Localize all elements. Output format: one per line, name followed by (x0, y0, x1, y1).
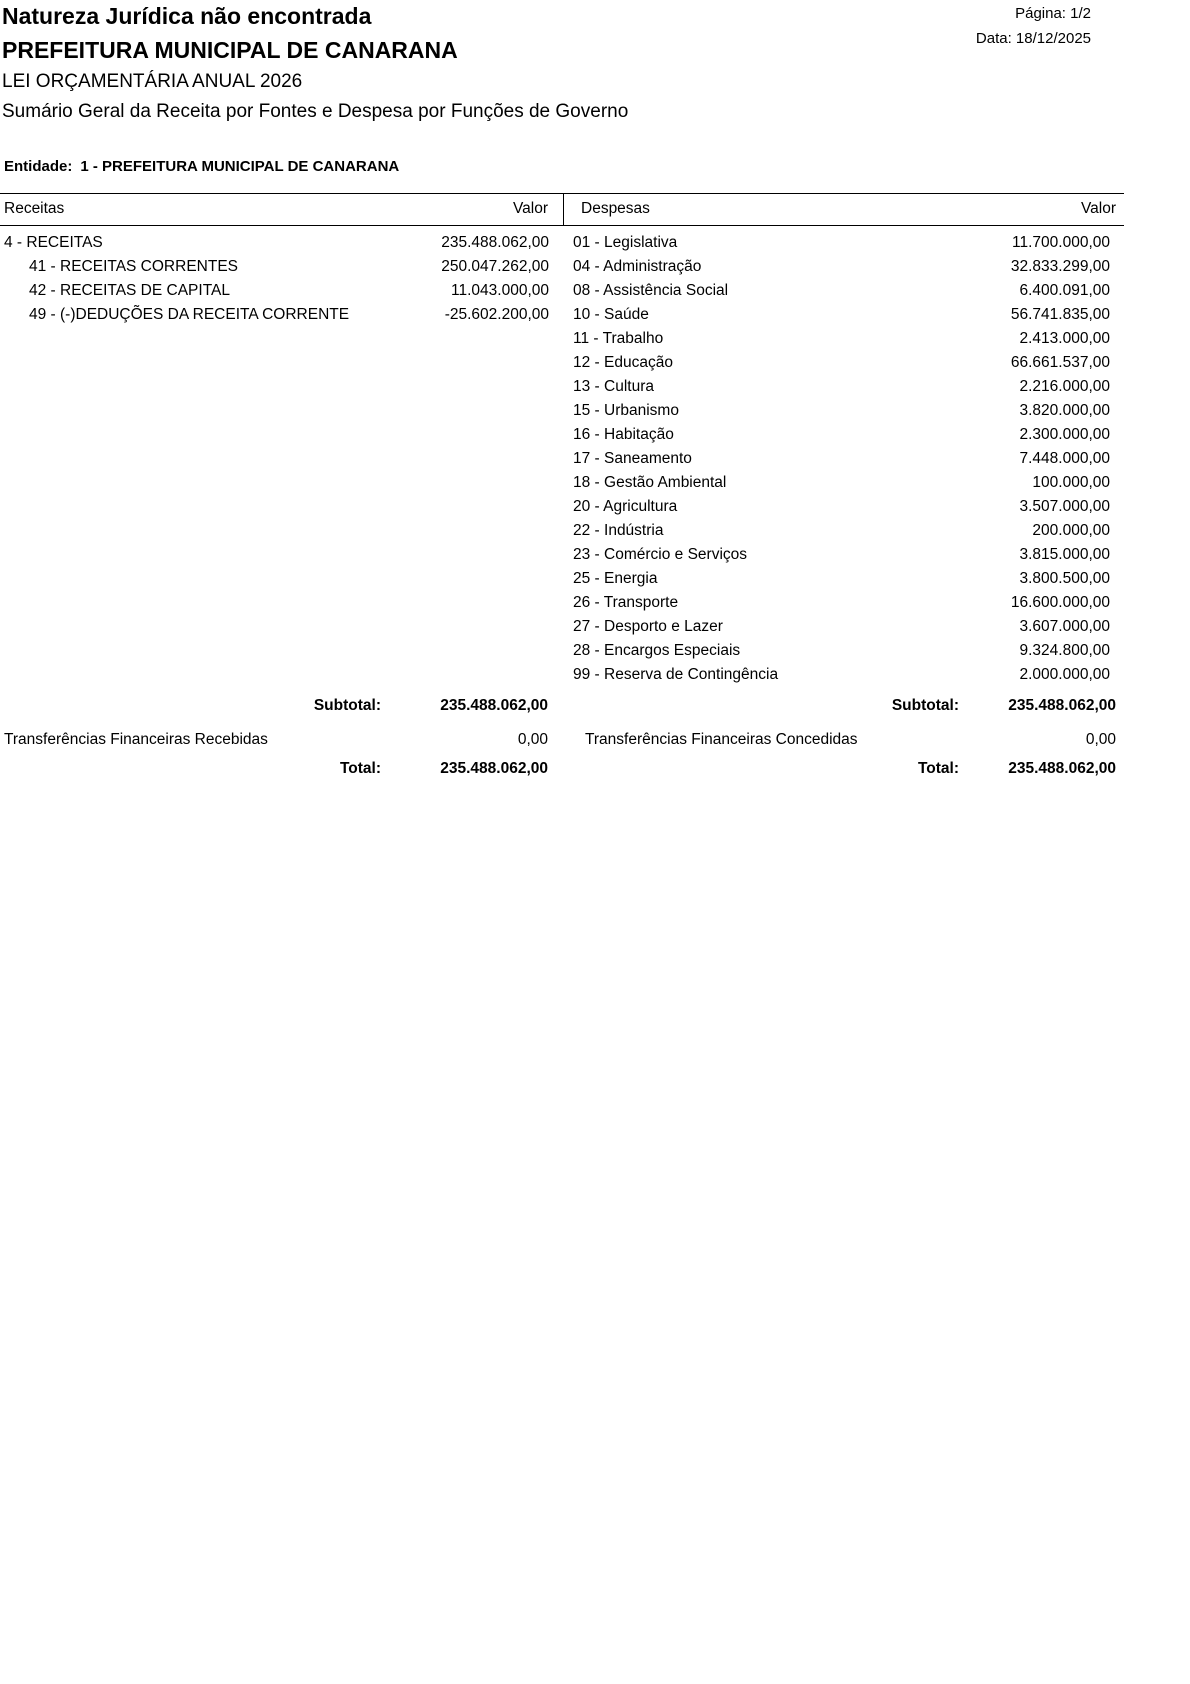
despesa-value: 3.820.000,00 (1019, 402, 1110, 419)
despesa-value: 2.216.000,00 (1019, 378, 1110, 395)
page-number: Página: 1/2 (1015, 5, 1091, 22)
table-header-border (0, 225, 1124, 226)
report-date: Data: 18/12/2025 (975, 30, 1091, 47)
despesa-value: 9.324.800,00 (1019, 642, 1110, 659)
despesa-name: 25 - Energia (573, 570, 658, 587)
despesa-value: 56.741.835,00 (1010, 306, 1110, 323)
table-row (0, 592, 1124, 616)
receita-name: 42 - RECEITAS DE CAPITAL (29, 282, 230, 299)
table-row (0, 352, 1124, 376)
entity-label: Entidade: (4, 158, 73, 175)
transfer-received-value: 0,00 (517, 731, 548, 748)
table-row (0, 472, 1124, 496)
transfer-granted-label: Transferências Financeiras Concedidas (585, 731, 858, 748)
municipality-name: PREFEITURA MUNICIPAL DE CANARANA (2, 37, 458, 63)
subtotal-despesas-value: 235.488.062,00 (1008, 697, 1116, 714)
receita-name: 4 - RECEITAS (4, 234, 103, 251)
despesa-value: 200.000,00 (1032, 522, 1110, 539)
table-body (0, 232, 1124, 688)
table-row (0, 280, 1124, 304)
despesa-value: 3.815.000,00 (1019, 546, 1110, 563)
table-row (0, 256, 1124, 280)
table-top-border (0, 193, 1124, 194)
despesa-name: 17 - Saneamento (573, 450, 692, 467)
total-receitas-label: Total: (339, 760, 381, 777)
despesa-value: 3.507.000,00 (1019, 498, 1110, 515)
report-title: Sumário Geral da Receita por Fontes e Despesa por Funções de Governo (2, 101, 629, 122)
table-header-divider (563, 193, 564, 225)
despesa-name: 01 - Legislativa (573, 234, 678, 251)
despesa-value: 100.000,00 (1032, 474, 1110, 491)
receita-value: 250.047.262,00 (441, 258, 549, 275)
table-row (0, 520, 1124, 544)
total-despesas-label: Total: (917, 760, 959, 777)
table-row (0, 640, 1124, 664)
table-row (0, 496, 1124, 520)
despesa-name: 08 - Assistência Social (573, 282, 729, 299)
despesa-name: 10 - Saúde (573, 306, 649, 323)
entity-value: 1 - PREFEITURA MUNICIPAL DE CANARANA (80, 158, 400, 175)
despesa-name: 12 - Educação (573, 354, 673, 371)
despesa-value: 2.413.000,00 (1019, 330, 1110, 347)
despesa-name: 20 - Agricultura (573, 498, 678, 515)
despesa-value: 11.700.000,00 (1012, 234, 1110, 251)
despesa-name: 22 - Indústria (573, 522, 664, 539)
despesa-name: 18 - Gestão Ambiental (573, 474, 727, 491)
table-row (0, 448, 1124, 472)
despesa-value: 7.448.000,00 (1019, 450, 1110, 467)
total-receitas-value: 235.488.062,00 (440, 760, 548, 777)
despesa-value: 2.000.000,00 (1019, 666, 1110, 683)
transfer-received-label: Transferências Financeiras Recebidas (4, 731, 268, 748)
despesa-name: 04 - Administração (573, 258, 702, 275)
table-row (0, 664, 1124, 688)
despesa-value: 32.833.299,00 (1010, 258, 1110, 275)
receita-value: -25.602.200,00 (444, 306, 549, 323)
despesa-name: 16 - Habitação (573, 426, 674, 443)
despesa-value: 66.661.537,00 (1010, 354, 1110, 371)
table-row (0, 568, 1124, 592)
subtotal-receitas-label: Subtotal: (313, 697, 381, 714)
despesa-value: 2.300.000,00 (1019, 426, 1110, 443)
table-row (0, 544, 1124, 568)
entity-line (4, 158, 399, 175)
despesa-name: 99 - Reserva de Contingência (573, 666, 779, 683)
table-row (0, 616, 1124, 640)
table-row (0, 424, 1124, 448)
transfer-granted-value: 0,00 (1085, 731, 1116, 748)
despesa-name: 11 - Trabalho (573, 330, 664, 347)
despesa-value: 6.400.091,00 (1019, 282, 1110, 299)
receita-name: 41 - RECEITAS CORRENTES (29, 258, 239, 275)
table-row (0, 376, 1124, 400)
despesa-name: 23 - Comércio e Serviços (573, 546, 748, 563)
law-title: LEI ORÇAMENTÁRIA ANUAL 2026 (2, 71, 303, 92)
despesa-value: 3.607.000,00 (1019, 618, 1110, 635)
despesa-name: 15 - Urbanismo (573, 402, 679, 419)
header-valor-receitas: Valor (512, 200, 548, 217)
document-title: Natureza Jurídica não encontrada (2, 3, 372, 29)
subtotal-receitas-value: 235.488.062,00 (440, 697, 548, 714)
despesa-name: 13 - Cultura (573, 378, 654, 395)
despesa-name: 26 - Transporte (573, 594, 679, 611)
receita-value: 235.488.062,00 (441, 234, 549, 251)
receita-value: 11.043.000,00 (451, 282, 549, 299)
total-despesas-value: 235.488.062,00 (1008, 760, 1116, 777)
receita-name: 49 - (-)DEDUÇÕES DA RECEITA CORRENTE (29, 306, 350, 323)
table-row (0, 304, 1124, 328)
header-valor-despesas: Valor (1080, 200, 1116, 217)
table-row (0, 232, 1124, 256)
despesa-value: 16.600.000,00 (1010, 594, 1110, 611)
table-row (0, 328, 1124, 352)
header-receitas: Receitas (4, 200, 65, 217)
despesa-name: 28 - Encargos Especiais (573, 642, 741, 659)
table-row (0, 400, 1124, 424)
header-despesas: Despesas (581, 200, 650, 217)
despesa-value: 3.800.500,00 (1019, 570, 1110, 587)
despesa-name: 27 - Desporto e Lazer (573, 618, 723, 635)
subtotal-despesas-label: Subtotal: (891, 697, 959, 714)
